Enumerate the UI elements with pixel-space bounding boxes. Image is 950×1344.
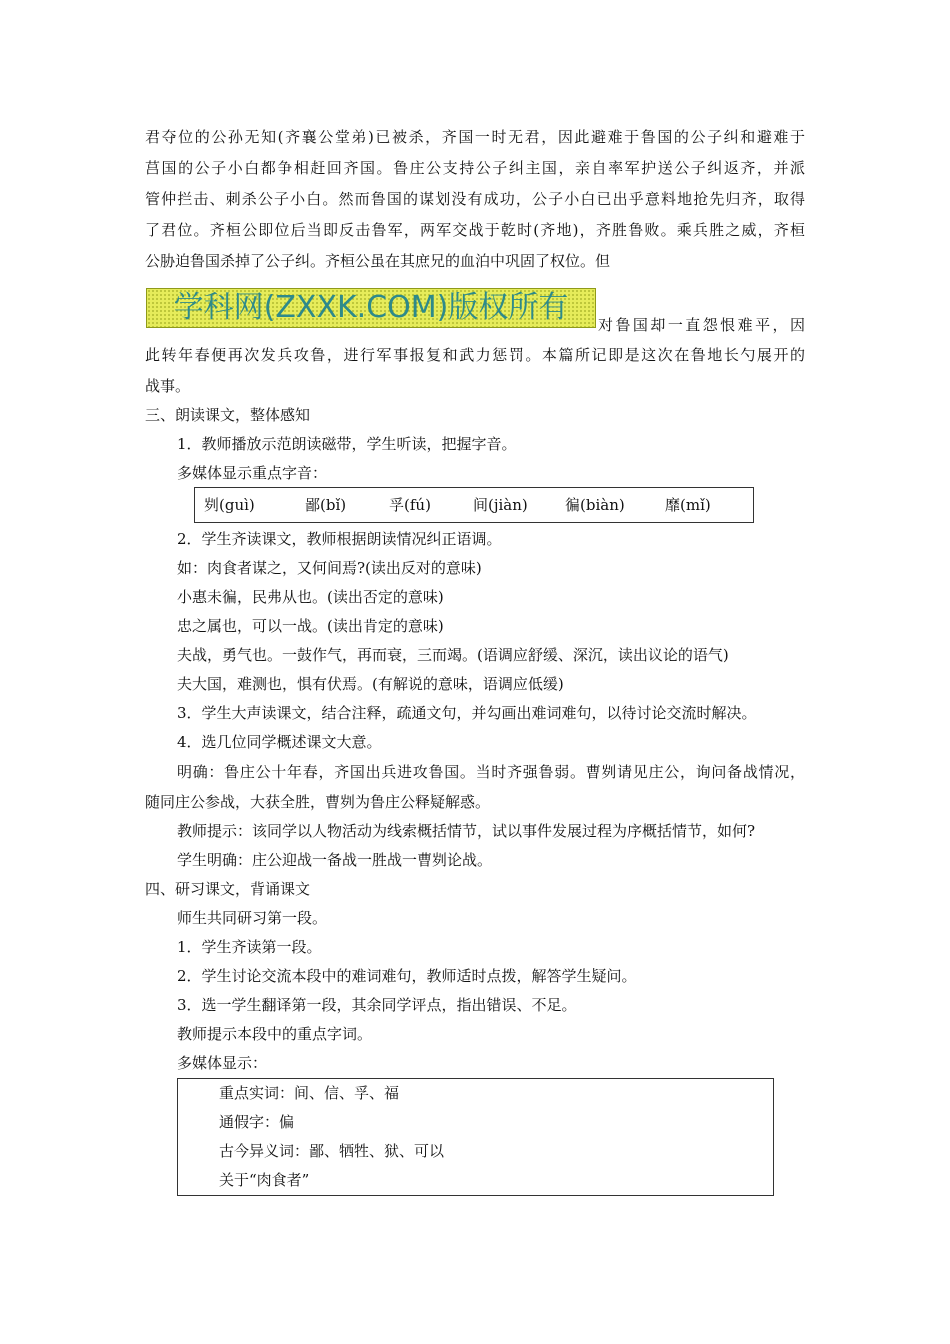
intro-line-1: 君夺位的公孙无知(齐襄公堂弟)已被杀，齐国一时无君，因此避难于鲁国的公子纠和避难于	[145, 128, 805, 146]
pronunciation-item: 鄙(bǐ)	[305, 496, 347, 514]
clarify-line-2: 随同庄公参战，大获全胜，曹刿为鲁庄公释疑解惑。	[145, 793, 491, 811]
pronunciation-item: 刿(guì)	[204, 496, 255, 514]
student-answer: 学生明确：庄公迎战一备战一胜战一曹刿论战。	[177, 851, 493, 869]
section3-heading: 三、朗读课文，整体感知	[145, 406, 311, 424]
key-words-line: 关于“肉食者”	[219, 1171, 310, 1189]
section3-item-1: 1．教师播放示范朗读磁带，学生听读，把握字音。	[177, 435, 517, 453]
example-line: 如：肉食者谋之，又何间焉?(读出反对的意味)	[177, 559, 482, 577]
key-words-line: 重点实词：间、信、孚、福	[219, 1084, 400, 1102]
section4-heading: 四、研习课文，背诵课文	[145, 880, 311, 898]
teacher-hint: 教师提示：该同学以人物活动为线索概括情节，试以事件发展过程为序概括情节，如何?	[177, 822, 756, 840]
section4-media-label: 多媒体显示：	[177, 1054, 268, 1072]
section4-item-2: 2．学生讨论交流本段中的难词难句，教师适时点拨，解答学生疑问。	[177, 967, 637, 985]
section4-hint: 教师提示本段中的重点字词。	[177, 1025, 373, 1043]
section4-item-3: 3．选一学生翻译第一段，其余同学评点，指出错误、不足。	[177, 996, 577, 1014]
section3-item-2: 2．学生齐读课文，教师根据朗读情况纠正语调。	[177, 530, 502, 548]
pronunciation-item: 徧(biàn)	[565, 496, 625, 514]
pronunciation-item: 孚(fú)	[389, 496, 431, 514]
key-words-line: 古今异义词：鄙、牺牲、狱、可以	[219, 1142, 445, 1160]
intro-line-3: 管仲拦击、刺杀公子小白。然而鲁国的谋划没有成功，公子小白已出乎意料地抢先归齐，取得	[145, 190, 805, 208]
pronunciation-box	[194, 487, 754, 523]
example-line: 忠之属也，可以一战。(读出肯定的意味)	[177, 617, 444, 635]
section3-item-4: 4．选几位同学概述课文大意。	[177, 733, 382, 751]
intro-line-2: 莒国的公子小白都争相赶回齐国。鲁庄公支持公子纠主国，亲自率军护送公子纠返齐，并派	[145, 159, 805, 177]
section3-media-label: 多媒体显示重点字音：	[177, 464, 328, 482]
example-line: 小惠未徧，民弗从也。(读出否定的意味)	[177, 588, 444, 606]
watermark-banner: 学科网(ZXXK.COM)版权所有	[146, 288, 596, 328]
clarify-line-1: 明确：鲁庄公十年春，齐国出兵进攻鲁国。当时齐强鲁弱。曹刿请见庄公，询问备战情况，	[177, 763, 805, 781]
intro-line-6: 此转年春便再次发兵攻鲁，进行军事报复和武力惩罚。本篇所记即是这次在鲁地长勺展开的	[145, 346, 805, 364]
pronunciation-item: 间(jiàn)	[473, 496, 528, 514]
section3-item-3: 3．学生大声读课文，结合注释，疏通文句，并勾画出难词难句，以待讨论交流时解决。	[177, 704, 757, 722]
intro-line-4: 了君位。齐桓公即位后当即反击鲁军，两军交战于乾时(齐地)，齐胜鲁败。乘兵胜之威，齐桓	[145, 221, 805, 239]
section4-item-1: 1．学生齐读第一段。	[177, 938, 322, 956]
section4-intro: 师生共同研习第一段。	[177, 909, 328, 927]
intro-line-5: 公胁迫鲁国杀掉了公子纠。齐桓公虽在其庶兄的血泊中巩固了权位。但	[145, 252, 611, 270]
example-line: 夫大国，难测也，惧有伏焉。(有解说的意味，语调应低缓)	[177, 675, 564, 693]
intro-after-watermark: 对鲁国却一直怨恨难平，因	[598, 316, 805, 334]
intro-line-7: 战事。	[145, 377, 191, 395]
key-words-box	[177, 1078, 774, 1196]
pronunciation-item: 靡(mǐ)	[665, 496, 711, 514]
key-words-line: 通假字：偏	[219, 1113, 295, 1131]
example-line: 夫战，勇气也。一鼓作气，再而衰，三而竭。(语调应舒缓、深沉，读出议论的语气)	[177, 646, 729, 664]
